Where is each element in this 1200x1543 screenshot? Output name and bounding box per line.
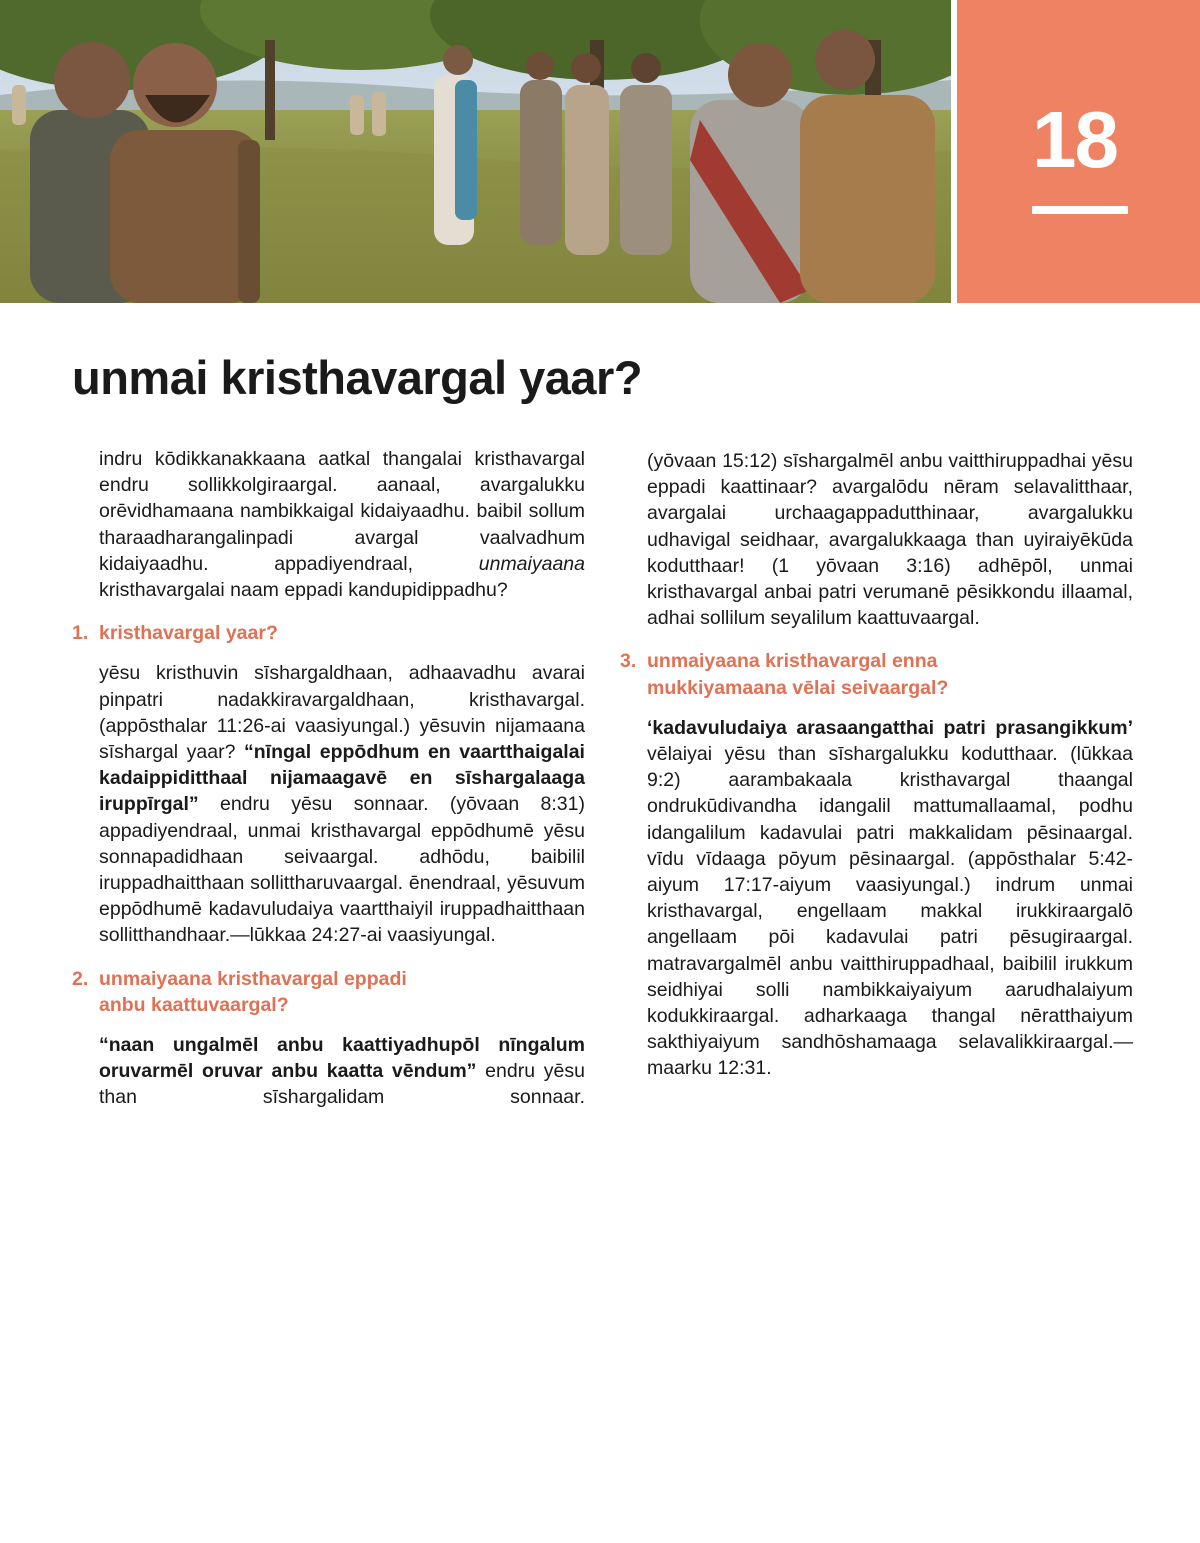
intro-paragraph: indru kōdikkanakkaana aatkal thangalai kristhavargal endru sollikkolgiraargal. aanaal, avargalukku orēvidhamaana nambikkaigal kidaiyaadhu. baibil sollum tharaadharangalinpadi avargal vaalvadhum kidaiyaadhu. appadiyendraal, unmaiyaana kristhavargalai naam eppadi kandupidippadhu? bbox=[99, 448, 585, 602]
page-title: unmai kristhavargal yaar? bbox=[72, 351, 643, 404]
section-2-paragraph: “naan ungalmēl anbu kaattiyadhupōl nīngalum oruvarmēl oruvar anbu kaatta vēndum” endru yēsu than sīshargalidam sonnaar. bbox=[99, 1034, 585, 1109]
left-column bbox=[72, 446, 585, 1111]
question-2-heading: 2. unmaiyaana kristhavargal eppadi anbu kaattuvaargal? bbox=[72, 967, 407, 1016]
section-3-paragraph: ‘kadavuludaiya arasaangatthai patri prasangikkum’ vēlaiyai yēsu than sīshargalukku kodutthaar. (lūkkaa 9:2) aarambakaala kristhavargal thaangal ondrukūdivandha idangalil mattumallaamal, podhu idangalilum kadavulai patri makkalidam pēsinaargal. vīdu vīdaaga pōyum pēsinaargal. (appōsthalar 5:42-aiyum 17:17-aiyum vaasiyungal.) indrum unmai kristhavargal, engellaam makkal irukkiraargalō angellaam pōi kadavulai patri pēsugiraargal. matravargalmēl anbu vaitthiruppadhaal, baibilil irukkum seidhiyai solli nambikkaiyaiyum aarudhalaiyum kodukkiraargal. adharkaaga thangal nēratthaiyum sakthiyaiyum sandhōshamaaga selavalikkiraargal.—maarku 12:31. bbox=[647, 716, 1133, 1080]
header-photo bbox=[0, 0, 951, 303]
question-3-heading: 3. unmaiyaana kristhavargal enna mukkiyamaana vēlai seivaargal? bbox=[620, 650, 949, 699]
chapter-underline bbox=[1032, 206, 1128, 214]
section-1-paragraph: yēsu kristhuvin sīshargaldhaan, adhaavadhu avarai pinpatri nadakkiravargaldhaan, kristhavargal. (appōsthalar 11:26-ai vaasiyungal.) yēsuvin nijamaana sīshargal yaar? “nīngal eppōdhum en vaartthaigalai kadaippiditthaal nijamaagavē en sīshargalaaga iruppīrgal” endru yēsu sonnaar. (yōvaan 8:31) appadiyendraal, unmai kristhavargal eppōdhumē yēsu sonnapadidhaan seivaargal. adhōdu, baibilil iruppadhaitthaan sollittharuvaargal. ēnendraal, yēsuvum eppōdhumē kadavuludaiya vaartthaiyil iruppadhaitthaan sollitthandhaar.—lūkkaa 24:27-ai vaasiyungal. bbox=[99, 662, 585, 947]
section-2-continued-paragraph: (yōvaan 15:12) sīshargalmēl anbu vaitthiruppadhai yēsu eppadi kaattinaar? avargalōdu nēram selavalitthaar, avargalai urchaagappadutthinaar, avargalukku udhavigal seidhaar, avargalukkaaga than uyiraiyēkūda kodutthaar! (1 yōvaan 3:16) adhēpōl, unmai kristhavargal anbai patri verumanē pēsikkondu illaamal, adhai sollilum seyalilum kaattuvaargal. bbox=[647, 450, 1133, 630]
right-column bbox=[620, 448, 1133, 1082]
question-1-heading: 1. kristhavargal yaar? bbox=[72, 622, 278, 645]
chapter-badge: 18 bbox=[957, 0, 1200, 303]
group-of-men-walking-in-field-photo bbox=[0, 0, 951, 303]
